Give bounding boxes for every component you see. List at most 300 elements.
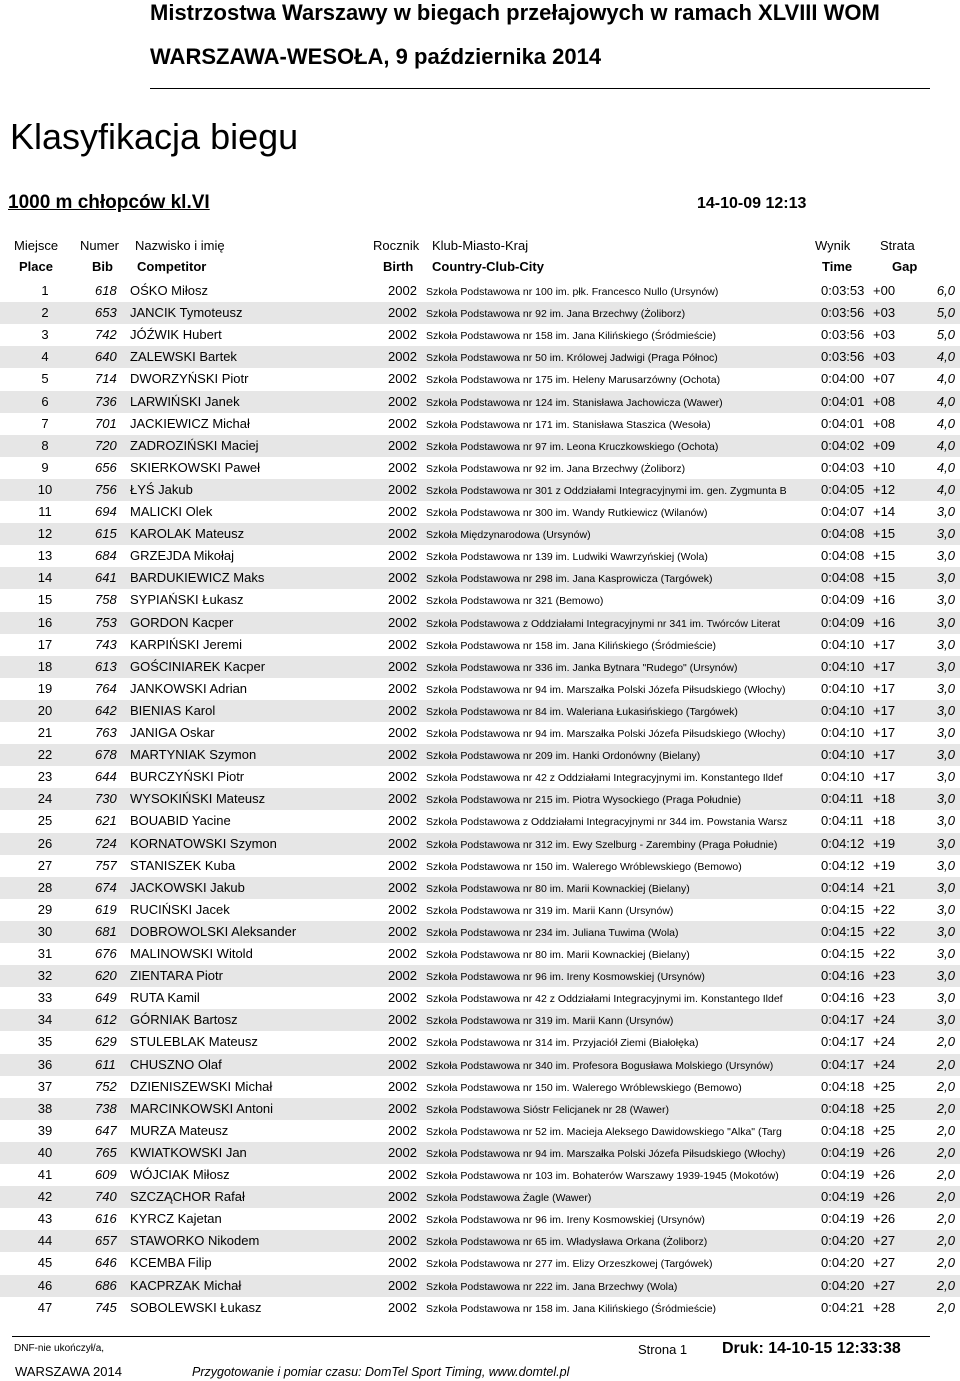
cell-bib: 730	[95, 791, 117, 807]
cell-name: SKIERKOWSKI Paweł	[130, 459, 261, 475]
cell-gap: +19	[873, 835, 896, 851]
cell-name: BOUABID Yacine	[130, 813, 231, 829]
cell-club: Szkoła Podstawowa z Oddziałami Integracyjnymi nr 341 im. Twórców Literat	[426, 617, 781, 630]
cell-club: Szkoła Podstawowa nr 314 im. Przyjaciół Ziemi (Białołęka)	[426, 1037, 699, 1050]
col-bib-en: Bib	[92, 259, 113, 274]
cell-place: 24	[37, 791, 53, 807]
cell-club: Szkoła Podstawowa nr 96 im. Ireny Kosmowskiej (Ursynów)	[426, 971, 705, 984]
cell-place: 17	[37, 636, 53, 652]
cell-place: 8	[41, 437, 49, 453]
cell-birth: 2002	[388, 725, 417, 740]
cell-points: 3,0	[936, 1012, 955, 1028]
cell-time: 0:04:17	[821, 1012, 865, 1028]
cell-time: 0:04:05	[821, 481, 865, 497]
col-bib-pl: Numer	[80, 238, 120, 253]
cell-place: 6	[41, 393, 49, 409]
cell-bib: 757	[95, 857, 117, 873]
cell-gap: +15	[873, 548, 896, 564]
footer-print-date: Druk: 14-10-15 12:33:38	[722, 1340, 901, 1357]
cell-time: 0:04:20	[821, 1255, 865, 1271]
cell-name: SYPIAŃSKI Łukasz	[130, 592, 244, 608]
cell-bib: 763	[95, 725, 117, 740]
cell-club: Szkoła Podstawowa nr 103 im. Bohaterów Warszawy 1939-1945 (Mokotów)	[426, 1170, 779, 1182]
cell-club: Szkoła Podstawowa nr 92 im. Jana Brzechwy (Żoliborz)	[426, 462, 686, 475]
cell-birth: 2002	[388, 990, 417, 1006]
cell-points: 3,0	[936, 526, 955, 542]
cell-place: 38	[37, 1100, 53, 1116]
cell-bib: 647	[95, 1122, 117, 1138]
cell-time: 0:04:01	[821, 393, 865, 409]
table-row	[0, 435, 960, 457]
cell-points: 3,0	[936, 548, 955, 564]
cell-club: Szkoła Podstawowa nr 65 im. Władysława Orkana (Żoliborz)	[426, 1236, 708, 1249]
cell-points: 2,0	[936, 1299, 955, 1315]
cell-birth: 2002	[388, 791, 417, 807]
cell-name: MURZA Mateusz	[130, 1122, 229, 1138]
cell-name: MALINOWSKI Witold	[130, 946, 253, 961]
col-gap-en: Gap	[892, 259, 918, 274]
cell-birth: 2002	[388, 283, 417, 298]
cell-points: 3,0	[936, 813, 955, 829]
cell-birth: 2002	[388, 1189, 417, 1205]
cell-gap: +26	[873, 1144, 896, 1160]
cell-name: BURCZYŃSKI Piotr	[130, 769, 245, 785]
cell-time: 0:04:15	[821, 946, 865, 961]
cell-bib: 678	[95, 747, 117, 763]
cell-birth: 2002	[388, 923, 417, 939]
cell-time: 0:04:20	[821, 1277, 865, 1293]
cell-name: ZIENTARA Piotr	[130, 968, 223, 984]
table-row	[0, 1054, 960, 1076]
cell-name: JÓŹWIK Hubert	[130, 327, 222, 343]
cell-place: 23	[37, 769, 53, 785]
cell-club: Szkoła Podstawowa nr 340 im. Profesora Bogusława Molskiego (Ursynów)	[426, 1059, 774, 1072]
col-club-pl: Klub-Miasto-Kraj	[432, 238, 529, 253]
cell-club: Szkoła Podstawowa nr 124 im. Stanisława Jachowicza (Wawer)	[426, 396, 723, 409]
cell-club: Szkoła Podstawowa nr 84 im. Waleriana Łukasińskiego (Targówek)	[426, 705, 738, 718]
cell-club: Szkoła Podstawowa nr 319 im. Marii Kann (Ursynów)	[426, 904, 674, 917]
cell-birth: 2002	[388, 857, 417, 873]
cell-bib: 756	[95, 481, 117, 497]
cell-birth: 2002	[388, 459, 417, 475]
cell-place: 36	[37, 1056, 53, 1072]
cell-club: Szkoła Podstawowa nr 158 im. Jana Kilińskiego (Śródmieście)	[426, 1302, 717, 1315]
cell-time: 0:04:10	[821, 702, 865, 718]
table-row	[0, 1208, 960, 1230]
cell-points: 4,0	[936, 415, 955, 431]
cell-bib: 736	[95, 393, 117, 409]
cell-bib: 752	[95, 1078, 117, 1094]
cell-gap: +17	[873, 636, 896, 652]
table-row	[0, 921, 960, 943]
cell-time: 0:04:07	[821, 504, 865, 519]
cell-place: 22	[37, 747, 53, 763]
cell-bib: 745	[95, 1299, 117, 1315]
cell-gap: +19	[873, 857, 896, 873]
cell-birth: 2002	[388, 592, 417, 608]
cell-gap: +03	[873, 349, 896, 365]
cell-bib: 611	[95, 1056, 116, 1072]
cell-club: Szkoła Podstawowa nr 94 im. Marszałka Polski Józefa Piłsudskiego (Włochy)	[426, 728, 786, 740]
cell-bib: 640	[95, 349, 117, 365]
table-row	[0, 1297, 960, 1319]
cell-bib: 674	[95, 879, 117, 895]
cell-name: SZCZĄCHOR Rafał	[130, 1189, 245, 1205]
cell-name: DWORZYŃSKI Piotr	[130, 371, 249, 387]
cell-place: 14	[37, 570, 53, 586]
cell-points: 3,0	[936, 592, 955, 608]
cell-club: Szkoła Podstawowa nr 171 im. Stanisława Staszica (Wesoła)	[426, 418, 711, 431]
cell-name: KCEMBA Filip	[130, 1255, 212, 1271]
cell-bib: 641	[95, 570, 117, 586]
cell-birth: 2002	[388, 1012, 417, 1028]
cell-name: JACKIEWICZ Michał	[130, 415, 250, 431]
cell-time: 0:04:19	[821, 1144, 865, 1160]
cell-points: 3,0	[936, 636, 955, 652]
cell-club: Szkoła Podstawowa nr 321 (Bemowo)	[426, 595, 604, 608]
cell-bib: 657	[95, 1233, 117, 1249]
cell-time: 0:04:18	[821, 1078, 865, 1094]
cell-time: 0:04:01	[821, 415, 865, 431]
cell-time: 0:04:14	[821, 879, 865, 895]
table-row	[0, 501, 960, 523]
cell-gap: +10	[873, 459, 896, 475]
cell-name: KYRCZ Kajetan	[130, 1211, 222, 1227]
cell-birth: 2002	[388, 680, 417, 696]
header-divider	[150, 88, 930, 89]
cell-place: 25	[37, 813, 53, 829]
cell-name: MARTYNIAK Szymon	[130, 747, 257, 763]
cell-name: SOBOLEWSKI Łukasz	[130, 1299, 262, 1315]
cell-points: 2,0	[936, 1034, 955, 1050]
cell-name: ZADROZIŃSKI Maciej	[130, 437, 259, 453]
cell-time: 0:04:15	[821, 923, 865, 939]
cell-place: 16	[37, 614, 53, 630]
cell-place: 7	[41, 415, 49, 431]
col-name-en: Competitor	[137, 259, 207, 274]
cell-birth: 2002	[388, 1211, 417, 1227]
cell-place: 43	[37, 1211, 53, 1227]
cell-club: Szkoła Podstawowa nr 80 im. Marii Kownackiej (Bielany)	[426, 949, 690, 961]
cell-points: 2,0	[936, 1056, 955, 1072]
cell-time: 0:04:20	[821, 1233, 865, 1249]
cell-bib: 740	[95, 1189, 117, 1205]
document-title: Klasyfikacja biegu	[10, 116, 299, 157]
cell-club: Szkoła Podstawowa nr 139 im. Ludwiki Wawrzyńskiej (Wola)	[426, 551, 708, 564]
table-row	[0, 1142, 960, 1164]
cell-bib: 738	[95, 1100, 117, 1116]
col-time-en: Time	[822, 259, 853, 274]
cell-birth: 2002	[388, 747, 417, 763]
cell-club: Szkoła Podstawowa nr 94 im. Marszałka Polski Józefa Piłsudskiego (Włochy)	[426, 683, 786, 696]
cell-gap: +00	[873, 283, 896, 298]
cell-points: 4,0	[936, 349, 955, 365]
cell-place: 21	[37, 725, 53, 740]
cell-place: 26	[37, 835, 53, 851]
cell-time: 0:04:08	[821, 526, 865, 542]
cell-birth: 2002	[388, 879, 417, 895]
cell-time: 0:04:11	[821, 813, 864, 829]
col-gap-pl: Strata	[880, 238, 915, 253]
cell-gap: +25	[873, 1122, 896, 1138]
cell-gap: +17	[873, 769, 896, 785]
cell-birth: 2002	[388, 1056, 417, 1072]
cell-place: 9	[41, 459, 49, 475]
cell-birth: 2002	[388, 813, 417, 829]
cell-time: 0:04:15	[821, 901, 865, 917]
cell-gap: +17	[873, 680, 896, 696]
table-row	[0, 678, 960, 700]
cell-name: STAWORKO Nikodem	[130, 1233, 260, 1249]
cell-time: 0:04:12	[821, 857, 865, 873]
cell-place: 11	[38, 504, 52, 519]
cell-bib: 620	[95, 968, 117, 984]
cell-bib: 646	[95, 1255, 117, 1271]
table-row	[0, 877, 960, 899]
table-row	[0, 788, 960, 810]
cell-birth: 2002	[388, 570, 417, 586]
cell-birth: 2002	[388, 349, 417, 365]
cell-time: 0:04:21	[821, 1299, 865, 1315]
cell-bib: 676	[95, 946, 117, 961]
cell-time: 0:03:56	[821, 349, 865, 365]
cell-name: RUTA Kamil	[130, 990, 200, 1006]
cell-points: 3,0	[936, 769, 955, 785]
cell-bib: 629	[95, 1034, 117, 1050]
table-row	[0, 1031, 960, 1053]
cell-time: 0:04:19	[821, 1167, 865, 1182]
race-name: 1000 m chłopców kl.VI	[8, 192, 210, 213]
cell-place: 29	[37, 901, 53, 917]
cell-name: KWIATKOWSKI Jan	[130, 1144, 247, 1160]
table-row	[0, 855, 960, 877]
cell-name: STANISZEK Kuba	[130, 857, 236, 873]
cell-gap: +17	[873, 725, 896, 740]
cell-points: 3,0	[936, 901, 955, 917]
table-row	[0, 722, 960, 744]
cell-birth: 2002	[388, 1078, 417, 1094]
cell-name: GÓRNIAK Bartosz	[130, 1012, 238, 1028]
table-row	[0, 545, 960, 567]
cell-place: 13	[37, 548, 53, 564]
cell-points: 3,0	[936, 946, 955, 961]
cell-birth: 2002	[388, 437, 417, 453]
cell-gap: +17	[873, 747, 896, 763]
cell-bib: 714	[95, 371, 117, 387]
cell-gap: +16	[873, 614, 896, 630]
cell-place: 46	[37, 1277, 53, 1293]
cell-gap: +08	[873, 415, 896, 431]
cell-gap: +18	[873, 813, 896, 829]
cell-place: 39	[37, 1122, 53, 1138]
cell-place: 45	[37, 1255, 53, 1271]
cell-bib: 644	[95, 769, 117, 785]
cell-birth: 2002	[388, 481, 417, 497]
cell-birth: 2002	[388, 702, 417, 718]
cell-points: 3,0	[936, 614, 955, 630]
cell-points: 2,0	[936, 1122, 955, 1138]
cell-gap: +24	[873, 1034, 896, 1050]
cell-name: WYSOKIŃSKI Mateusz	[130, 791, 266, 807]
cell-name: MALICKI Olek	[130, 504, 213, 519]
table-row	[0, 987, 960, 1009]
cell-club: Szkoła Podstawowa nr 150 im. Walerego Wróblewskiego (Bemowo)	[426, 860, 742, 873]
cell-bib: 753	[95, 614, 117, 630]
cell-gap: +15	[873, 526, 896, 542]
cell-gap: +22	[873, 901, 896, 917]
cell-time: 0:04:18	[821, 1122, 865, 1138]
col-birth-pl: Rocznik	[373, 238, 420, 253]
cell-birth: 2002	[388, 946, 417, 961]
table-row	[0, 346, 960, 368]
cell-points: 3,0	[936, 835, 955, 851]
cell-birth: 2002	[388, 1277, 417, 1293]
cell-club: Szkoła Podstawowa nr 319 im. Marii Kann (Ursynów)	[426, 1015, 674, 1028]
cell-club: Szkoła Podstawowa nr 215 im. Piotra Wysockiego (Praga Południe)	[426, 794, 742, 807]
cell-time: 0:04:17	[821, 1034, 865, 1050]
cell-bib: 681	[95, 923, 117, 939]
cell-place: 37	[37, 1078, 53, 1094]
cell-time: 0:04:11	[821, 791, 864, 807]
cell-birth: 2002	[388, 1233, 417, 1249]
cell-name: ZALEWSKI Bartek	[130, 349, 237, 365]
cell-club: Szkoła Podstawowa Żagle (Wawer)	[426, 1192, 592, 1205]
cell-club: Szkoła Podstawowa nr 300 im. Wandy Rutkiewicz (Wilanów)	[426, 507, 708, 519]
cell-place: 27	[37, 857, 53, 873]
cell-points: 2,0	[936, 1078, 955, 1094]
cell-gap: +25	[873, 1100, 896, 1116]
cell-club: Szkoła Podstawowa nr 92 im. Jana Brzechwy (Żoliborz)	[426, 308, 686, 321]
cell-club: Szkoła Podstawowa Sióstr Felicjanek nr 28 (Wawer)	[426, 1103, 669, 1116]
cell-bib: 649	[95, 990, 117, 1006]
table-row	[0, 656, 960, 678]
cell-place: 41	[37, 1167, 53, 1182]
cell-time: 0:04:09	[821, 592, 865, 608]
cell-gap: +28	[873, 1299, 896, 1315]
table-row	[0, 612, 960, 634]
cell-time: 0:04:10	[821, 725, 865, 740]
cell-place: 42	[37, 1189, 53, 1205]
table-row	[0, 1009, 960, 1031]
cell-club: Szkoła Podstawowa z Oddziałami Integracyjnymi nr 344 im. Powstania Warsz	[426, 816, 788, 829]
cell-points: 3,0	[936, 747, 955, 763]
cell-club: Szkoła Podstawowa nr 175 im. Heleny Marusarzówny (Ochota)	[426, 374, 721, 387]
cell-name: KACPRZAK Michał	[130, 1277, 242, 1293]
cell-time: 0:04:02	[821, 437, 865, 453]
cell-birth: 2002	[388, 393, 417, 409]
cell-points: 2,0	[936, 1211, 955, 1227]
cell-points: 5,0	[936, 305, 955, 321]
cell-points: 2,0	[936, 1189, 955, 1205]
cell-gap: +27	[873, 1255, 896, 1271]
cell-gap: +21	[873, 879, 896, 895]
cell-time: 0:04:10	[821, 658, 865, 674]
cell-club: Szkoła Podstawowa nr 50 im. Królowej Jadwigi (Praga Północ)	[426, 352, 718, 365]
cell-bib: 619	[95, 901, 117, 917]
cell-name: GOŚCINIAREK Kacper	[130, 658, 266, 674]
race-datetime: 14-10-09 12:13	[697, 195, 807, 212]
cell-place: 28	[37, 879, 53, 895]
cell-name: JANIGA Oskar	[130, 725, 215, 740]
cell-place: 12	[37, 526, 53, 542]
cell-name: BIENIAS Karol	[130, 702, 216, 718]
table-row	[0, 589, 960, 611]
cell-gap: +09	[873, 437, 896, 453]
cell-name: KARPIŃSKI Jeremi	[130, 636, 242, 652]
cell-name: ŁYŚ Jakub	[130, 481, 193, 497]
cell-club: Szkoła Podstawowa nr 158 im. Jana Kilińskiego (Śródmieście)	[426, 639, 717, 652]
cell-points: 4,0	[936, 437, 955, 453]
cell-points: 4,0	[936, 459, 955, 475]
cell-birth: 2002	[388, 1144, 417, 1160]
cell-club: Szkoła Podstawowa nr 277 im. Elizy Orzeszkowej (Targówek)	[426, 1258, 713, 1271]
cell-birth: 2002	[388, 769, 417, 785]
cell-birth: 2002	[388, 1100, 417, 1116]
cell-time: 0:04:19	[821, 1189, 865, 1205]
cell-gap: +14	[873, 504, 896, 519]
cell-birth: 2002	[388, 1299, 417, 1315]
cell-bib: 609	[95, 1167, 117, 1182]
cell-bib: 642	[95, 702, 117, 718]
cell-club: Szkoła Podstawowa nr 209 im. Hanki Ordonówny (Bielany)	[426, 750, 701, 763]
cell-points: 2,0	[936, 1233, 955, 1249]
cell-name: CHUSZNO Olaf	[130, 1056, 222, 1072]
cell-gap: +15	[873, 570, 896, 586]
cell-time: 0:04:16	[821, 990, 865, 1006]
cell-name: RUCIŃSKI Jacek	[130, 901, 230, 917]
table-row	[0, 324, 960, 346]
cell-name: JANCIK Tymoteusz	[130, 305, 243, 321]
cell-club: Szkoła Podstawowa nr 52 im. Macieja Aleksego Dawidowskiego "Alka" (Targ	[426, 1125, 782, 1138]
cell-club: Szkoła Podstawowa nr 96 im. Ireny Kosmowskiej (Ursynów)	[426, 1214, 705, 1227]
cell-birth: 2002	[388, 415, 417, 431]
cell-bib: 764	[95, 680, 117, 696]
cell-points: 3,0	[936, 504, 955, 519]
cell-club: Szkoła Podstawowa nr 42 z Oddziałami Integracyjnymi im. Konstantego Ildef	[426, 772, 783, 785]
table-row	[0, 413, 960, 435]
table-row	[0, 1252, 960, 1274]
table-row	[0, 744, 960, 766]
cell-gap: +17	[873, 702, 896, 718]
cell-time: 0:04:08	[821, 548, 865, 564]
cell-time: 0:04:08	[821, 570, 865, 586]
cell-time: 0:04:12	[821, 835, 865, 851]
table-row	[0, 302, 960, 324]
col-birth-en: Birth	[383, 259, 414, 274]
table-row	[0, 280, 960, 302]
cell-gap: +16	[873, 592, 896, 608]
table-row	[0, 833, 960, 855]
cell-gap: +25	[873, 1078, 896, 1094]
cell-birth: 2002	[388, 371, 417, 387]
cell-points: 3,0	[936, 879, 955, 895]
cell-name: OŚKO Miłosz	[130, 283, 209, 298]
table-row	[0, 567, 960, 589]
cell-bib: 618	[95, 283, 117, 298]
cell-place: 15	[37, 592, 53, 608]
table-row	[0, 368, 960, 390]
table-row	[0, 457, 960, 479]
cell-place: 19	[37, 680, 53, 696]
cell-points: 3,0	[936, 658, 955, 674]
cell-birth: 2002	[388, 504, 417, 519]
table-row	[0, 965, 960, 987]
cell-place: 2	[41, 305, 49, 321]
table-row	[0, 1076, 960, 1098]
cell-bib: 684	[95, 548, 117, 564]
cell-points: 3,0	[936, 923, 955, 939]
cell-birth: 2002	[388, 658, 417, 674]
